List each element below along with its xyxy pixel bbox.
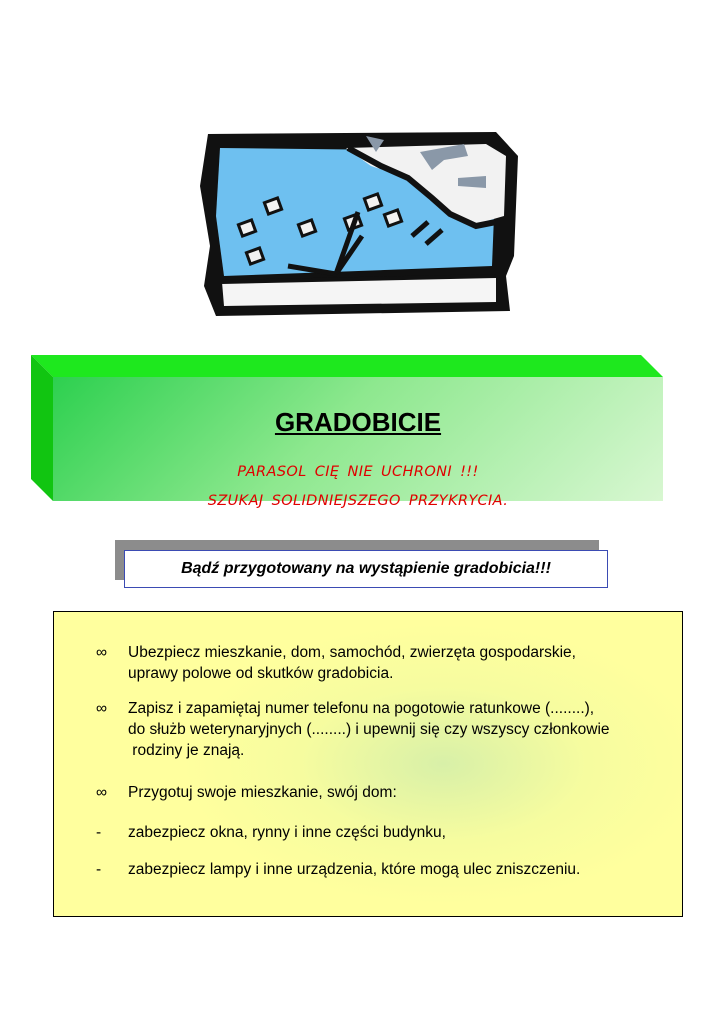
infinity-bullet-icon: ∞ bbox=[96, 700, 108, 717]
list-item-line: zabezpiecz lampy i inne urządzenia, które mogą ulec zniszczeniu. bbox=[128, 861, 581, 878]
list-item bbox=[96, 859, 676, 880]
list-item bbox=[96, 642, 676, 684]
list-item bbox=[96, 822, 676, 843]
preparedness-heading: Bądź przygotowany na wystąpienie gradobicia!!! bbox=[124, 550, 608, 588]
list-item-line: uprawy polowe od skutków gradobicia. bbox=[128, 665, 394, 682]
infinity-bullet-icon: ∞ bbox=[96, 644, 108, 661]
list-item-line: Ubezpiecz mieszkanie, dom, samochód, zwierzęta gospodarskie, bbox=[128, 644, 576, 661]
banner-subtitle-line-1: PARASOL CIĘ NIE UCHRONI !!! bbox=[237, 464, 479, 480]
list-item-line: rodziny je znają. bbox=[128, 742, 245, 759]
title-banner bbox=[31, 355, 663, 509]
list-item-line: do służb weterynaryjnych (........) i upewnij się czy wszyscy członkowie bbox=[128, 721, 610, 738]
list-item-line: Zapisz i zapamiętaj numer telefonu na pogotowie ratunkowe (........), bbox=[128, 700, 595, 717]
list-item-line: Przygotuj swoje mieszkanie, swój dom: bbox=[128, 784, 397, 801]
dash-bullet: - bbox=[96, 824, 102, 841]
list-item bbox=[96, 782, 676, 803]
banner-front-face bbox=[53, 377, 663, 509]
dash-bullet: - bbox=[96, 861, 102, 878]
page-title: GRADOBICIE bbox=[274, 407, 442, 437]
banner-subtitle-line-2: SZUKAJ SOLIDNIEJSZEGO PRZYKRYCIA. bbox=[207, 493, 509, 509]
infinity-bullet-icon: ∞ bbox=[96, 784, 108, 801]
tips-panel bbox=[53, 611, 683, 917]
list-item bbox=[96, 698, 676, 761]
list-item-line: zabezpiecz okna, rynny i inne części budynku, bbox=[128, 824, 446, 841]
hailstorm-illustration-icon bbox=[196, 126, 526, 322]
